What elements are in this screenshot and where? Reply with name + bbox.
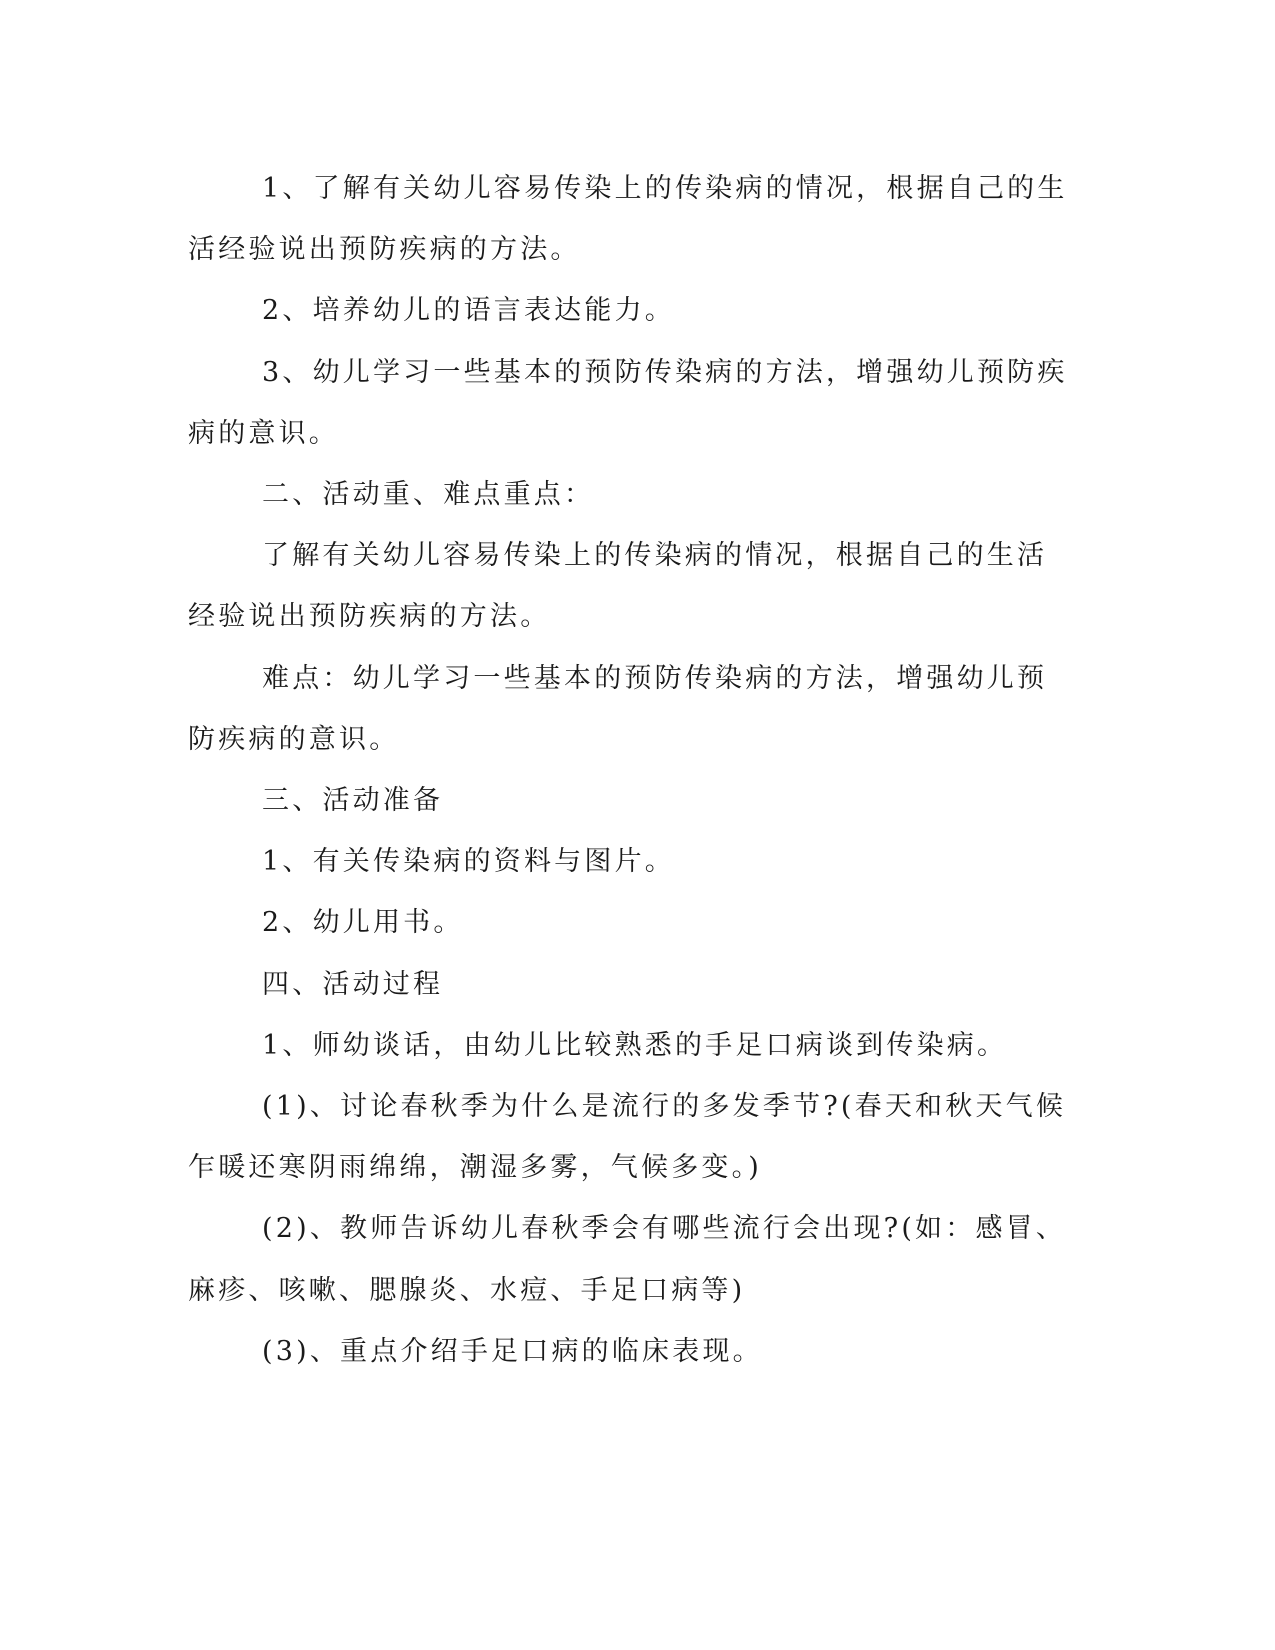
paragraph: 1、了解有关幼儿容易传染上的传染病的情况，根据自己的生活经验说出预防疾病的方法。 [188,173,1068,266]
paragraph: (2)、教师告诉幼儿春秋季会有哪些流行会出现?(如：感冒、麻疹、咳嗽、腮腺炎、水痘、手足口病等) [188,1213,1067,1306]
section-heading: 四、活动过程 [262,968,444,1000]
paragraph: 了解有关幼儿容易传染上的传染病的情况，根据自己的生活经验说出预防疾病的方法。 [188,540,1048,633]
paragraph: (3)、重点介绍手足口病的临床表现。 [262,1335,763,1367]
document-body [188,158,1068,1382]
paragraph: 1、师幼谈话，由幼儿比较熟悉的手足口病谈到传染病。 [262,1029,1008,1061]
paragraph: 难点：幼儿学习一些基本的预防传染病的方法，增强幼儿预防疾病的意识。 [188,662,1048,755]
paragraph: 2、幼儿用书。 [262,907,464,939]
paragraph: 2、培养幼儿的语言表达能力。 [262,295,675,327]
section-heading: 二、活动重、难点重点： [262,479,595,511]
paragraph: 1、有关传染病的资料与图片。 [262,846,675,878]
paragraph: 3、幼儿学习一些基本的预防传染病的方法，增强幼儿预防疾病的意识。 [188,356,1068,449]
paragraph: (1)、讨论春秋季为什么是流行的多发季节?(春天和秋天气候乍暖还寒阴雨绵绵，潮湿多雾，气候多变。) [188,1091,1067,1184]
section-heading: 三、活动准备 [262,785,444,817]
